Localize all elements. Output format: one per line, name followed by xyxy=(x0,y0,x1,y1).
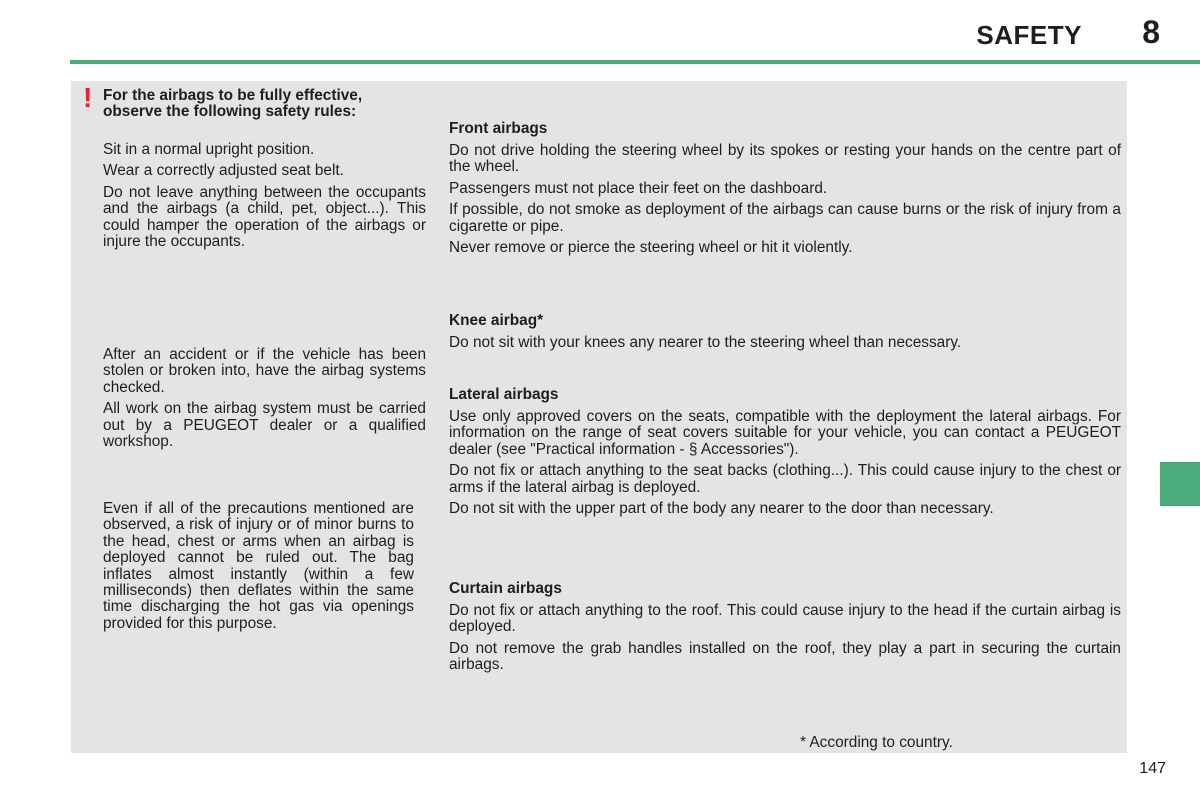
warning-paragraph: Wear a correctly adjusted seat belt. xyxy=(103,162,344,180)
chapter-number: 8 xyxy=(1142,14,1160,50)
warning-paragraph: Even if all of the precautions mentioned are observed, a risk of injury or of minor burns to the head, chest or arms when an airbag is deployed cannot be ruled out. The bag inflates almost instantly (within a few milliseconds) then deflates within the same time discharging the hot gas via openings provided for this purpose. xyxy=(103,500,414,632)
section-title: Curtain airbags xyxy=(449,580,562,597)
section-title: Front airbags xyxy=(449,120,548,137)
section-front-airbags xyxy=(449,121,1121,261)
section-title: Knee airbag* xyxy=(449,312,544,329)
section-curtain-airbags xyxy=(449,581,1121,679)
warning-heading: For the airbags to be fully effective, observe the following safety rules: xyxy=(103,87,363,120)
section-paragraph: Passengers must not place their feet on the dashboard. xyxy=(449,179,828,197)
section-paragraph: Do not remove the grab handles installed on the roof, they play a part in securing the curtain airbags. xyxy=(449,639,1121,674)
section-paragraph: Never remove or pierce the steering wheel or hit it violently. xyxy=(449,239,853,257)
warning-block-seating xyxy=(103,142,426,255)
section-paragraph: Do not fix or attach anything to the seat backs (clothing...). This could cause injury to the chest or arms if the lateral airbag is deployed. xyxy=(449,462,1121,496)
footnote: * According to country. xyxy=(800,734,953,751)
chapter-tab[interactable] xyxy=(1160,462,1200,506)
section-paragraph: Do not drive holding the steering wheel by its spokes or resting your hands on the centre part of the wheel. xyxy=(449,142,1121,176)
warning-paragraph: Sit in a normal upright position. xyxy=(103,141,315,158)
warning-paragraph: All work on the airbag system must be carried out by a PEUGEOT dealer or a qualified workshop. xyxy=(103,400,426,451)
warning-paragraph: Do not leave anything between the occupants and the airbags (a child, pet, object...). This could hamper the operation of the airbags or injure the occupants. xyxy=(103,183,426,251)
warning-block-risk xyxy=(103,501,414,637)
header-divider xyxy=(70,60,1200,64)
warning-block-after-accident xyxy=(103,347,426,455)
exclamation-icon: ! xyxy=(83,82,93,113)
warning-paragraph: After an accident or if the vehicle has been stolen or broken into, have the airbag systems checked. xyxy=(103,346,426,396)
section-title: Lateral airbags xyxy=(449,386,559,403)
section-paragraph: Do not fix or attach anything to the roof. This could cause injury to the head if the curtain airbag is deployed. xyxy=(449,602,1121,636)
section-lateral-airbags xyxy=(449,387,1121,522)
page-title: SAFETY xyxy=(976,20,1082,50)
section-paragraph: Do not sit with the upper part of the body any nearer to the door than necessary. xyxy=(449,500,994,518)
page-number: 147 xyxy=(1139,760,1166,777)
section-knee-airbag xyxy=(449,313,1121,356)
section-paragraph: Do not sit with your knees any nearer to the steering wheel than necessary. xyxy=(449,334,962,351)
section-paragraph: Use only approved covers on the seats, compatible with the deployment the lateral airbags. For information on the range of seat covers suitable for your vehicle, you can contact a PEUGEOT dealer (see "Practical information - § Accessories"). xyxy=(449,408,1121,458)
section-paragraph: If possible, do not smoke as deployment of the airbags can cause burns or the risk of injury from a cigarette or pipe. xyxy=(449,201,1121,235)
